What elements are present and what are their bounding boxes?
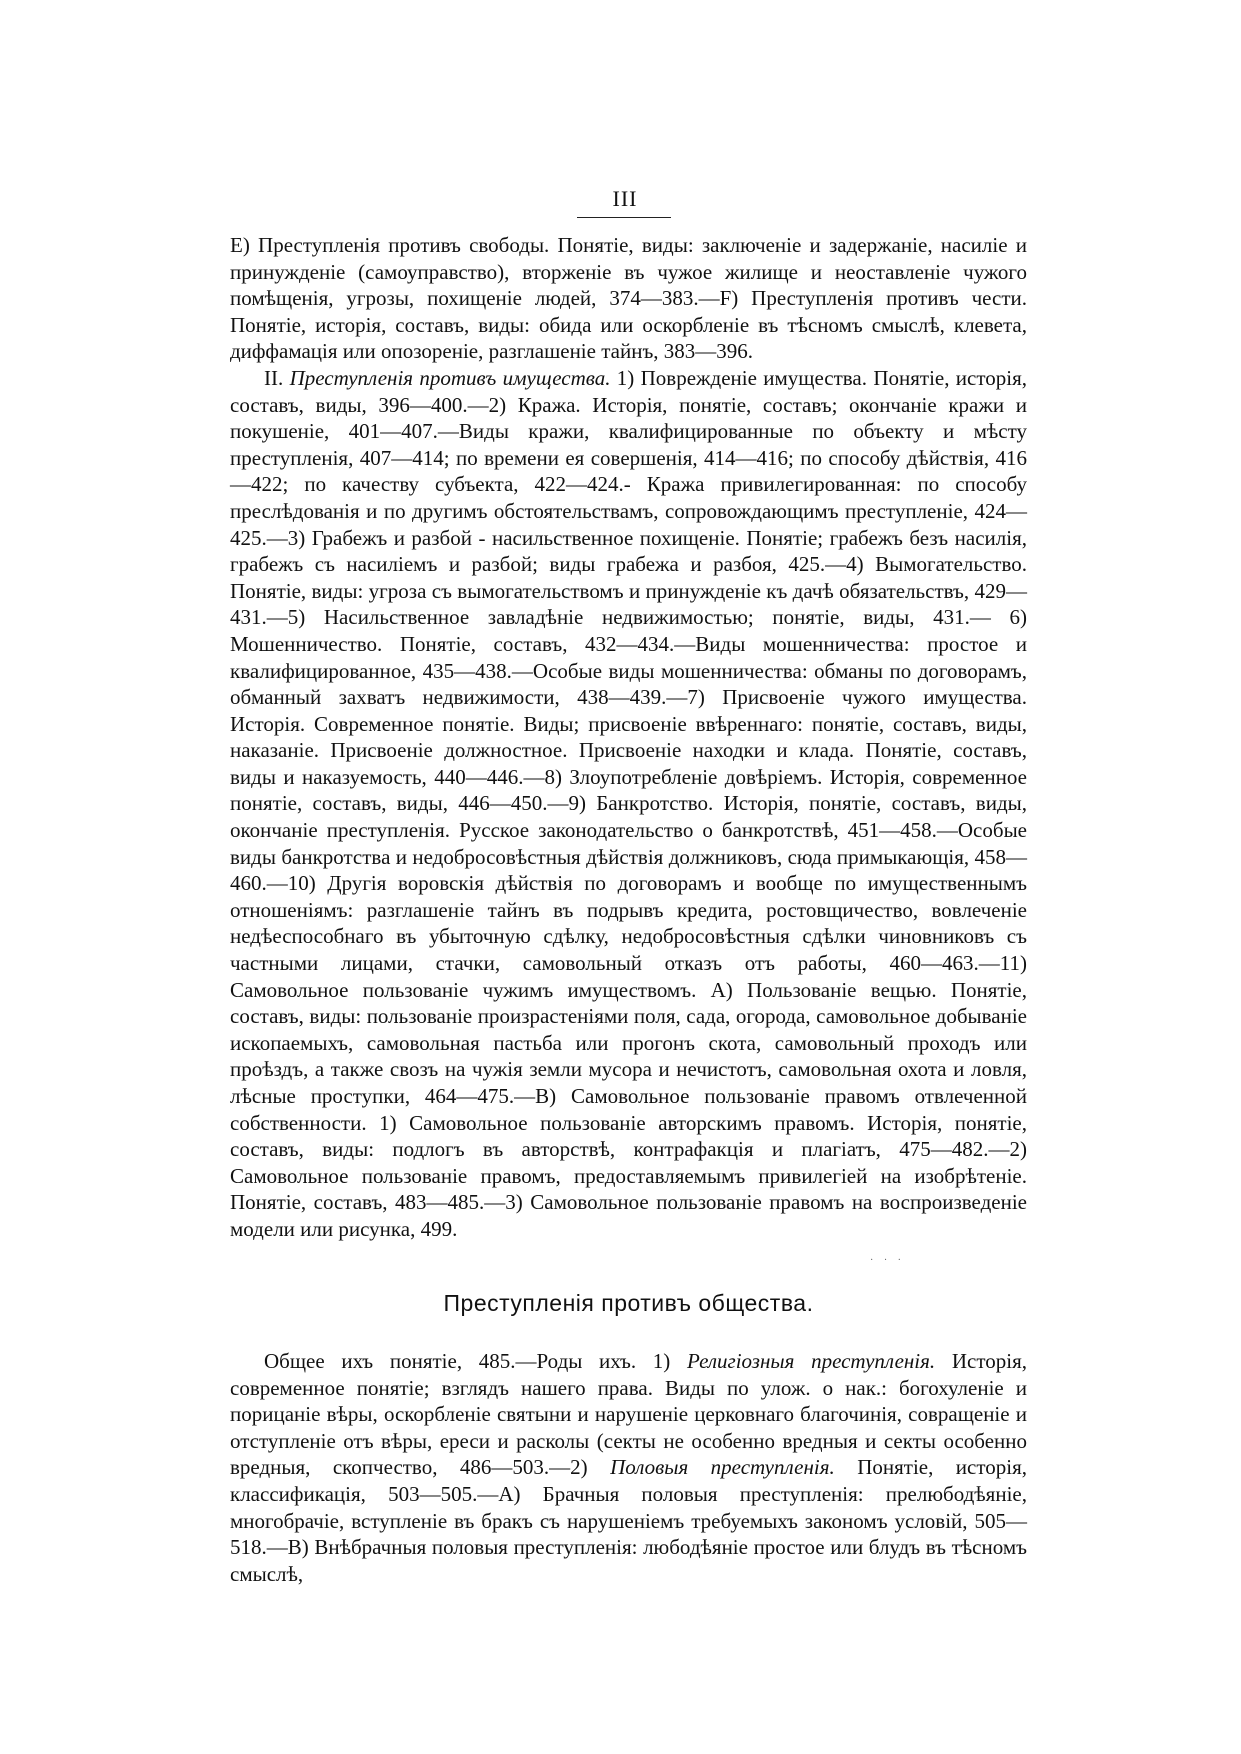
paragraph-society-crimes — [230, 1348, 1027, 1587]
text-block-property-crimes — [230, 232, 1027, 1243]
section-numeral: II. — [264, 365, 290, 390]
print-specks: · · · — [870, 1255, 905, 1266]
subtitle-sexual-crimes: Половыя преступленія. — [610, 1455, 835, 1480]
subtitle-religious-crimes: Религіозныя преступленія. — [687, 1349, 936, 1373]
paragraph-freedom-honor: E) Преступленія противъ свободы. Понятіе, виды: заключеніе и задержаніе, насиліе и принужденіе (самоуправство), вторженіе въ чужое жилище и неоставленіе чужого помѣщенія, угрозы, похищеніе людей, 374—383.—F) Преступленія противъ чести. Понятіе, исторія, составъ, виды: обида или оскорбленіе въ тѣсномъ смыслѣ, клевета, диффамація или опозореніе, разглашеніе тайнъ, 383—396. — [230, 233, 1027, 364]
header-rule — [577, 217, 671, 218]
page-number: III — [612, 186, 638, 211]
paragraph-text: Общее ихъ понятіе, 485.—Роды ихъ. 1) — [264, 1349, 687, 1373]
section-heading: Преступленія противъ общества. — [443, 1290, 814, 1316]
section-title-property: Преступленія противъ имущества. — [289, 365, 611, 390]
text-block-society-crimes — [230, 1348, 1027, 1587]
paragraph-text: Понятіе, исторія, классификація, 503—505.—А) Брачныя половыя преступленія: прелюбодѣяніе, многобрачіе, вступленіе въ бракъ съ нарушеніемъ требуемыхъ закономъ условій, 505—518.—В) Внѣбрачныя половыя преступленія: любодѣяніе простое или блудъ въ тѣсномъ смыслѣ, — [230, 1455, 1027, 1586]
paragraph-text: Исторія, современное понятіе; взглядъ нашего права. Виды по улож. о нак.: богохуленіе и порицаніе вѣры, оскорбленіе святыни и нарушеніе церковнаго благочинія, совращеніе и отступленіе отъ вѣры, ереси и расколы (секты не особенно вредныя и секты особенно вредныя, скопчество, 486—503.—2) — [230, 1349, 1027, 1480]
paragraph-property-crimes — [230, 365, 1027, 1243]
paragraph-body: 1) Поврежденіе имущества. Понятіе, исторія, составъ, виды, 396—400.—2) Кража. Исторія, понятіе, составъ; окончаніе кражи и покушеніе, 401—407.—Виды кражи, квалифицированные по объекту и мѣсту преступленія, 407—414; по времени ея совершенія, 414—416; по способу дѣйствія, 416—422; по качеству субъекта, 422—424.- Кража привилегированная: по способу преслѣдованія и по другимъ обстоятельствамъ, сопровождающимъ преступленіе, 424—425.—3) Грабежъ и разбой - насильственное похищеніе. Понятіе; грабежъ безъ насилія, грабежъ съ насиліемъ и разбой; виды грабежа и разбоя, 425.—4) Вымогательство. Понятіе, виды: угроза съ вымогательствомъ и принужденіе къ дачѣ обязательствъ, 429—431.—5) Насильственное завладѣніе недвижимостью; понятіе, виды, 431.— 6) Мошенничество. Понятіе, составъ, 432—434.—Виды мошенничества: простое и квалифицированное, 435—438.—Особые виды мошенничества: обманы по договорамъ, обманный захватъ недвижимости, 438—439.—7) Присвоеніе чужого имущества. Исторія. Современное понятіе. Виды; присвоеніе ввѣреннаго: понятіе, составъ, виды, наказаніе. Присвоеніе должностное. Присвоеніе находки и клада. Понятіе, составъ, виды и наказуемость, 440—446.—8) Злоупотребленіе довѣріемъ. Исторія, современное понятіе, составъ, виды, 446—450.—9) Банкротство. Исторія, понятіе, составъ, виды, окончаніе преступленія. Русское законодательство о банкротствѣ, 451—458.—Особые виды банкротства и недобросовѣстныя дѣйствія должниковъ, сюда примыкающія, 458—460.—10) Другія воровскія дѣйствія по договорамъ и вообще по имущественнымъ отношеніямъ: разглашеніе тайнъ въ подрывъ кредита, ростовщичество, вовлеченіе недѣеспособнаго въ убыточную сдѣлку, недобросовѣстныя сдѣлки чиновниковъ съ частными лицами, стачки, самовольный отказъ отъ работы, 460—463.—11) Самовольное пользованіе чужимъ имуществомъ. А) Пользованіе вещью. Понятіе, составъ, виды: пользованіе произрастеніями поля, сада, огорода, самовольное добываніе ископаемыхъ, самовольная пастьба или прогонъ скота, самовольный проходъ или проѣздъ, а также свозъ на чужія земли мусора и нечистотъ, самовольная охота и ловля, лѣсные проступки, 464—475.—В) Самовольное пользованіе правомъ отвлеченной собственности. 1) Самовольное пользованіе авторскимъ правомъ. Исторія, понятіе, составъ, виды: подлогъ въ авторствѣ, контрафакція и плагіатъ, 475—482.—2) Самовольное пользованіе правомъ, предоставляемымъ привилегіей на изобрѣтеніе. Понятіе, составъ, 483—485.—3) Самовольное пользованіе правомъ на воспроизведеніе модели или рисунка, 499. — [230, 365, 1027, 1241]
